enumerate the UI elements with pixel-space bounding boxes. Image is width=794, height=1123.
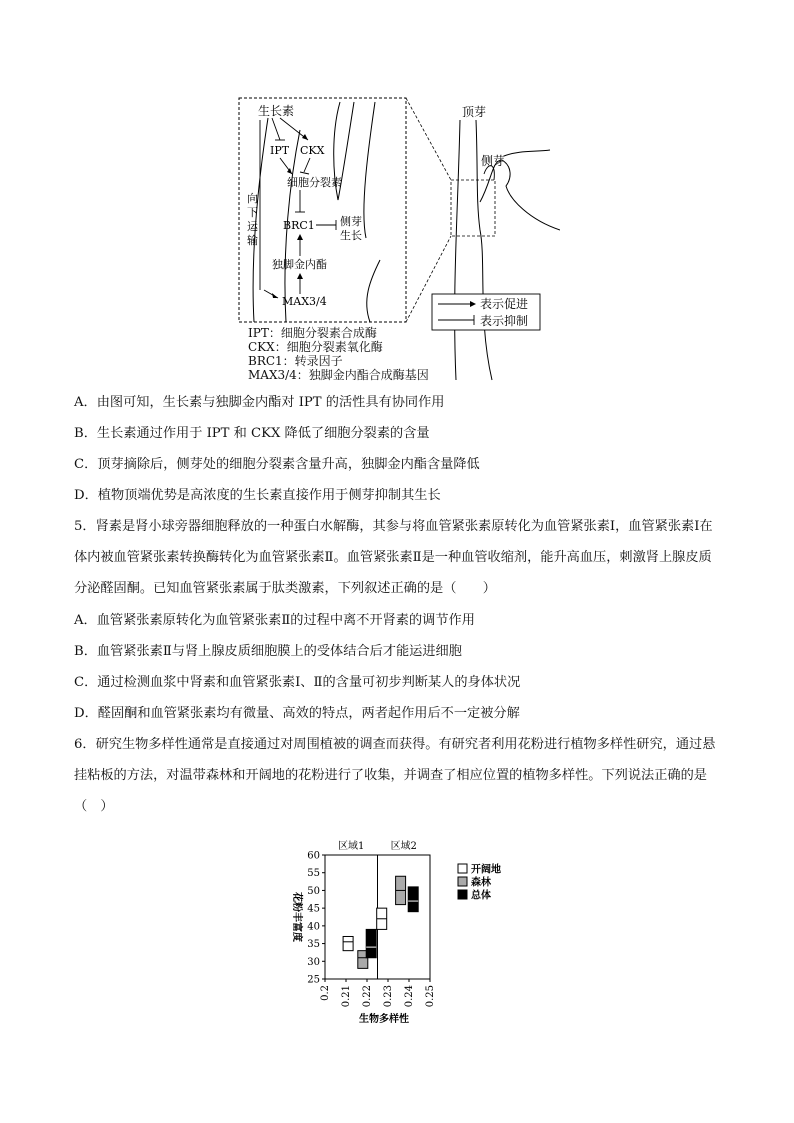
- y-tick-label: 60: [307, 850, 320, 862]
- x-tick-label: 0.23: [383, 985, 394, 1008]
- q5-option-b: B．血管紧张素Ⅱ与肾上腺皮质细胞膜上的受体结合后才能运进细胞: [74, 644, 462, 659]
- pollen-diversity-chart: [280, 832, 520, 1032]
- downward-label-4: 输: [247, 234, 258, 247]
- note-ipt: IPT：细胞分裂素合成酶: [248, 326, 377, 340]
- legend-promote: 表示促进: [480, 297, 529, 311]
- y-axis-label: 花粉丰富度: [291, 892, 302, 942]
- auxin-label: 生长素: [258, 104, 295, 118]
- x-tick-label: 0.21: [341, 985, 352, 1008]
- x-axis-label: 生物多样性: [359, 1014, 409, 1025]
- note-ckx: CKX：细胞分裂素氧化酶: [248, 340, 383, 354]
- legend-swatch: [458, 864, 467, 873]
- y-tick-label: 25: [307, 974, 320, 986]
- downward-label-1: 向: [247, 192, 258, 205]
- x-tick-label: 0.2: [320, 985, 331, 1001]
- region-2-label: 区域2: [390, 841, 417, 852]
- q4-option-c: C．顶芽摘除后，侧芽处的细胞分裂素含量升高，独脚金内酯含量降低: [74, 457, 480, 472]
- legend-swatch: [458, 877, 467, 886]
- brc1-label: BRC1: [283, 219, 315, 232]
- strigolactone-label: 独脚金内酯: [272, 258, 327, 271]
- q5-stem: 5．肾素是肾小球旁器细胞释放的一种蛋白水解酶，其参与将血管紧张素原转化为血管紧张素Ⅰ，血管紧张素Ⅰ在体内被血管紧张素转换酶转化为血管紧张素Ⅱ。血管紧张素Ⅱ是一种血管收缩剂，能升高血压，刺激肾上腺皮质分泌醛固酮。已知血管紧张素属于肽类激素，下列叙述正确的是（ ）: [74, 519, 713, 596]
- q5-option-d: D．醛固酮和血管紧张素均有微量、高效的特点，两者起作用后不一定被分解: [74, 706, 520, 721]
- lateral-growth-label-1: 侧芽: [340, 215, 362, 228]
- cytokinin-label: 细胞分裂素: [287, 176, 342, 189]
- y-tick-label: 55: [307, 868, 320, 880]
- q6-stem: 6．研究生物多样性通常是直接通过对周围植被的调查而获得。有研究者利用花粉进行植物多样性研究，通过悬挂粘板的方法，对温带森林和开阔地的花粉进行了收集，并调查了相应位置的植物多样性。下列说法正确的是（ ）: [74, 737, 716, 814]
- legend-swatch: [458, 890, 467, 899]
- ipt-label: IPT: [270, 144, 290, 157]
- y-tick-label: 40: [307, 921, 320, 933]
- note-max34: MAX3/4：独脚金内酯合成酶基因: [248, 368, 429, 382]
- box-总体: [366, 929, 376, 957]
- q4-option-d: D．植物顶端优势是高浓度的生长素直接作用于侧芽抑制其生长: [74, 488, 441, 503]
- x-tick-label: 0.22: [362, 985, 373, 1008]
- q5-option-c: C．通过检测血浆中肾素和血管紧张素Ⅰ、Ⅱ的含量可初步判断某人的身体状况: [74, 675, 521, 690]
- downward-label-2: 下: [247, 206, 258, 219]
- q5-option-a: A．血管紧张素原转化为血管紧张素Ⅱ的过程中离不开肾素的调节作用: [74, 613, 475, 628]
- legend-label: 森林: [471, 877, 491, 889]
- q4-option-b: B．生长素通过作用于 IPT 和 CKX 降低了细胞分裂素的含量: [74, 426, 430, 441]
- legend-inhibit: 表示抑制: [480, 314, 529, 328]
- box-总体: [408, 887, 418, 912]
- apical-bud-label: 顶芽: [462, 105, 487, 119]
- box-开阔地: [343, 936, 353, 950]
- downward-label-3: 运: [247, 220, 258, 233]
- ckx-label: CKX: [300, 144, 325, 157]
- region-1-label: 区域1: [338, 841, 365, 852]
- legend-label: 总体: [471, 890, 491, 902]
- q4-option-a: A．由图可知，生长素与独脚金内酯对 IPT 的活性具有协同作用: [74, 395, 445, 410]
- max34-label: MAX3/4: [282, 295, 327, 308]
- diagram-zoom-box: [239, 98, 406, 322]
- figure-notes: [248, 326, 429, 382]
- lateral-growth-label-2: 生长: [340, 229, 362, 242]
- y-tick-label: 50: [307, 885, 320, 897]
- x-tick-label: 0.24: [404, 985, 415, 1008]
- lateral-bud-label: 侧芽: [481, 154, 506, 168]
- note-brc1: BRC1：转录因子: [248, 354, 343, 368]
- legend-label: 开阔地: [471, 864, 501, 876]
- y-tick-label: 45: [307, 903, 320, 915]
- x-tick-label: 0.25: [425, 985, 436, 1008]
- y-tick-label: 35: [307, 939, 320, 951]
- y-tick-label: 30: [307, 956, 320, 968]
